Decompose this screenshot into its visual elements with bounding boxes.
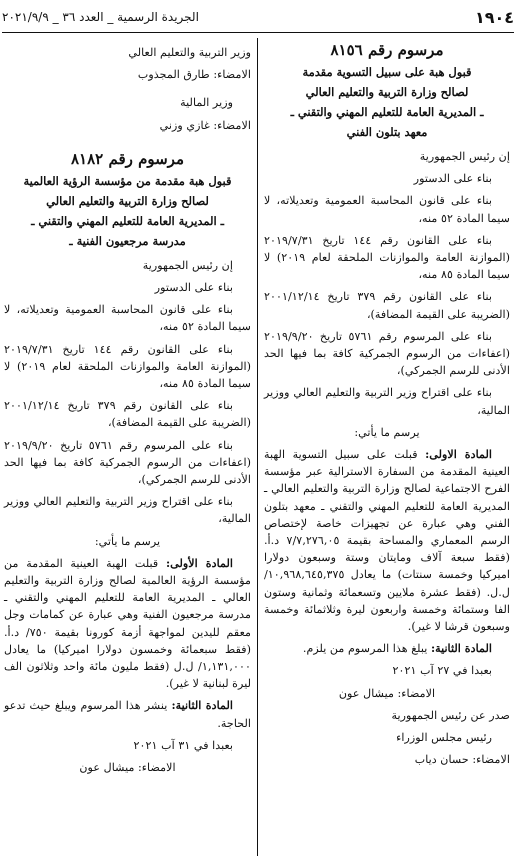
president-line: إن رئيس الجمهورية xyxy=(142,258,233,272)
minister-finance-signature: الامضاء: غازي وزني xyxy=(159,118,251,132)
article-2-label: المادة الثانية: xyxy=(171,698,233,713)
preamble-constitution: بناء على الدستور xyxy=(413,172,492,186)
preamble-law-144: بناء على القانون رقم ١٤٤ تاريخ ٢٠١٩/٧/٣١ (الموازنة العامة والموازنات الملحقة لعام ٢٠١٩) لا سيما المادة ٨٥ منه، xyxy=(4,342,251,391)
minister-education-signature: الامضاء: طارق المجذوب xyxy=(137,68,251,82)
decrees-heading: يرسم ما يأتي: xyxy=(354,425,420,439)
preamble-accounting-law: بناء على قانون المحاسبة العمومية وتعديلاته، لا سيما المادة ٥٢ منه، xyxy=(264,194,510,225)
article-1-text: قبلت الهبة العينية المقدمة من مؤسسة الرؤية العالمية لصالح وزارة التربية والتعليم العالي ـ المديرية العامة للتعليم المهني والتقني ـ مدرسة مرجعيون الفنية وهي عبارة عن كمامات وجل معقم لليدين لمواجهة أزمة كورونا بقيمة ٧٥٠/ د.أ. (فقط سبعمائة وخمسون دولارا اميركيا) ما يعادل ١,١٣١,٠٠٠/ ل.ل (فقط مليون مائة واحد وثلاثون الف ليرة لبنانية لا غير). xyxy=(4,556,251,691)
president-line: إن رئيس الجمهورية xyxy=(419,150,510,163)
preamble-accounting-law: بناء على قانون المحاسبة العمومية وتعديلاته، لا سيما المادة ٥٢ منه، xyxy=(4,303,251,334)
subtitle-line: معهد بتلون الفني xyxy=(346,125,428,139)
preamble-law-379: بناء على القانون رقم ٣٧٩ تاريخ ٢٠٠١/١٢/١٤ (الضريبة على القيمة المضافة)، xyxy=(4,399,251,430)
decree-8182-subtitle xyxy=(4,171,251,251)
preamble-proposal: بناء على اقتراح وزير التربية والتعليم العالي ووزير المالية، xyxy=(264,386,510,417)
subtitle-line: قبول هبة على سبيل التسوية مقدمة xyxy=(302,65,472,79)
preamble-decree-5761: بناء على المرسوم رقم ٥٧٦١ تاريخ ٢٠١٩/٩/٢٠ (اعفاءات من الرسوم الجمركية كافة بما فيها الحد الأدنى للرسم الجمركي)، xyxy=(264,329,510,378)
decree-8156-title: مرسوم رقم ٨١٥٦ xyxy=(330,41,444,59)
minister-education-title: وزير التربية والتعليم العالي xyxy=(128,46,251,59)
prime-minister-title: رئيس مجلس الوزراء xyxy=(396,731,492,745)
decrees-heading: يرسم ما يأتي: xyxy=(94,534,161,548)
subtitle-line: ـ المديرية العامة للتعليم المهني والتقني ـ xyxy=(31,213,224,228)
preamble-law-144: بناء على القانون رقم ١٤٤ تاريخ ٢٠١٩/٧/٣١ (الموازنة العامة والموازنات الملحقة لعام ٢٠١٩) لا سيما المادة ٨٥ منه، xyxy=(264,233,510,282)
decree-8156-column xyxy=(264,40,510,774)
article-2 xyxy=(264,640,510,657)
page-header xyxy=(2,2,514,33)
subtitle-line: قبول هبة مقدمة من مؤسسة الرؤية العالمية xyxy=(23,173,232,188)
article-2 xyxy=(4,697,251,731)
decree-8156-subtitle xyxy=(264,62,510,142)
prime-minister-signature: الامضاء: حسان دياب xyxy=(414,753,510,767)
issued-by: صدر عن رئيس الجمهورية xyxy=(391,708,510,722)
journal-issue: الجريدة الرسمية _ العدد ٣٦ _ ٢٠٢١/٩/٩ xyxy=(2,10,199,24)
article-2-label: المادة الثانية: xyxy=(430,641,492,656)
subtitle-line: مدرسة مرجعيون الفنية ـ xyxy=(69,233,186,248)
decree-date: بعبدا في ٣١ آب ٢٠٢١ xyxy=(133,738,233,752)
subtitle-line: ـ المديرية العامة للتعليم المهني والتقني ـ xyxy=(290,105,484,119)
article-1-text: قبلت على سبيل التسوية الهبة العينية المقدمة من السفارة الاسترالية عبر مؤسسة الفرح الاجتماعية لصالح وزارة التربية والتعليم العالي ـ المديرية العامة للتعليم المهني والتقني ـ معهد بتلون الفني وهي عبارة عن تجهيزات خاصة لإختصاص الرسم المعماري والمساحة بقيمة ٧/٧,٢٧٦,٠٥ د.أ. (فقط سبعة آلاف ومايتان وستة وسبعون دولارا اميركيا وخمسة سنتات) ما يعادل ١٠,٩٦٨,٦٤٥,٣٧٥/ ل.ل. (فقط عشرة ملايين وتسعمائة وثمانية وستون الفا وستمائة وخمسة واربعون ليرة وثلاثمائة وخمسة وسبعون قرشا لا غير). xyxy=(264,448,510,634)
president-signature: الامضاء: ميشال عون xyxy=(79,761,176,775)
article-1-label: المادة الأولى: xyxy=(165,555,234,570)
minister-finance-title: وزير المالية xyxy=(180,96,233,110)
decree-8182-title: مرسوم رقم ٨١٨٢ xyxy=(71,149,184,168)
preamble-proposal: بناء على اقتراح وزير التربية والتعليم العالي ووزير المالية، xyxy=(4,495,251,526)
left-column xyxy=(4,44,251,781)
article-2-text: ينشر هذا المرسوم ويبلغ حيث تدعو الحاجة. xyxy=(4,699,251,730)
article-2-text: يبلغ هذا المرسوم من يلزم. xyxy=(302,642,428,656)
preamble-law-379: بناء على القانون رقم ٣٧٩ تاريخ ٢٠٠١/١٢/١٤ (الضريبة على القيمة المضافة)، xyxy=(264,290,510,321)
article-1 xyxy=(264,446,510,635)
article-1 xyxy=(4,555,251,693)
president-signature: الامضاء: ميشال عون xyxy=(338,686,436,700)
decree-date: بعبدا في ٢٧ آب ٢٠٢١ xyxy=(392,664,492,678)
article-1-label: المادة الاولى: xyxy=(425,447,492,462)
preamble-constitution: بناء على الدستور xyxy=(154,281,233,295)
column-divider xyxy=(257,38,258,856)
preamble-decree-5761: بناء على المرسوم رقم ٥٧٦١ تاريخ ٢٠١٩/٩/٢٠ (اعفاءات من الرسوم الجمركية كافة بما فيها الحد الأدنى للرسم الجمركي)، xyxy=(4,438,251,487)
subtitle-line: لصالح وزارة التربية والتعليم العالي xyxy=(305,85,469,99)
page-number: ١٩٠٤ xyxy=(474,7,514,27)
subtitle-line: لصالح وزارة التربية والتعليم العالي xyxy=(46,193,209,208)
